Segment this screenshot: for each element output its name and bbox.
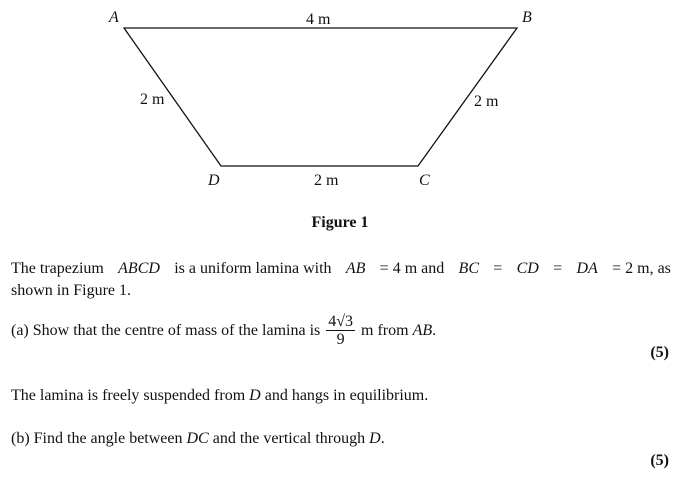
side-da-label: 2 m <box>140 91 165 108</box>
equals-sign: = <box>553 260 563 277</box>
fraction-numerator: 4√3 <box>328 313 354 330</box>
statement-text: = 4 m and <box>379 260 445 277</box>
vertex-d-label: D <box>208 172 220 189</box>
side-bc-label: 2 m <box>474 93 499 110</box>
question-a-ref: AB <box>412 321 433 339</box>
vertex-c-label: C <box>419 172 430 189</box>
fraction-denominator: 9 <box>336 331 345 348</box>
suspension-text: The lamina is freely suspended from <box>11 387 246 404</box>
question-b-marks: (5) <box>650 452 669 469</box>
question-b-text: (b) Find the angle between <box>11 430 183 447</box>
vertex-a-label: A <box>109 9 119 26</box>
question-a-marks: (5) <box>650 344 669 361</box>
problem-statement <box>11 258 671 302</box>
fraction <box>326 313 355 348</box>
trapezium-figure <box>0 0 680 200</box>
trapezium-outline <box>124 28 517 166</box>
question-b-end: . <box>380 430 385 447</box>
equals-sign: = <box>493 260 503 277</box>
question-a-unit: m from <box>361 321 409 339</box>
vertex-b-label: B <box>522 9 532 26</box>
statement-text: = 2 m, as <box>612 260 671 277</box>
trapezium-name: ABCD <box>118 260 160 277</box>
figure-caption: Figure 1 <box>311 214 369 231</box>
statement-text: The trapezium <box>11 260 104 277</box>
side-ab-label: 4 m <box>306 11 331 28</box>
question-b-text: and the vertical through <box>212 430 366 447</box>
side-cd-ref: CD <box>516 260 539 277</box>
question-a-end: . <box>432 321 437 339</box>
question-b <box>11 428 671 450</box>
side-da-ref: DA <box>576 260 598 277</box>
question-b-line: DC <box>186 430 209 447</box>
suspension-point: D <box>249 387 261 404</box>
statement-line-1 <box>11 258 671 280</box>
question-b-point: D <box>369 430 381 447</box>
side-bc-ref: BC <box>458 260 479 277</box>
question-a <box>11 313 436 348</box>
suspension-text: and hangs in equilibrium. <box>264 387 429 404</box>
statement-line-2: shown in Figure 1. <box>11 282 131 299</box>
side-ab-ref: AB <box>345 260 366 277</box>
side-cd-label: 2 m <box>314 172 339 189</box>
suspension-statement <box>11 385 671 407</box>
statement-text: is a uniform lamina with <box>174 260 332 277</box>
question-a-text: (a) Show that the centre of mass of the lamina is <box>11 321 321 339</box>
